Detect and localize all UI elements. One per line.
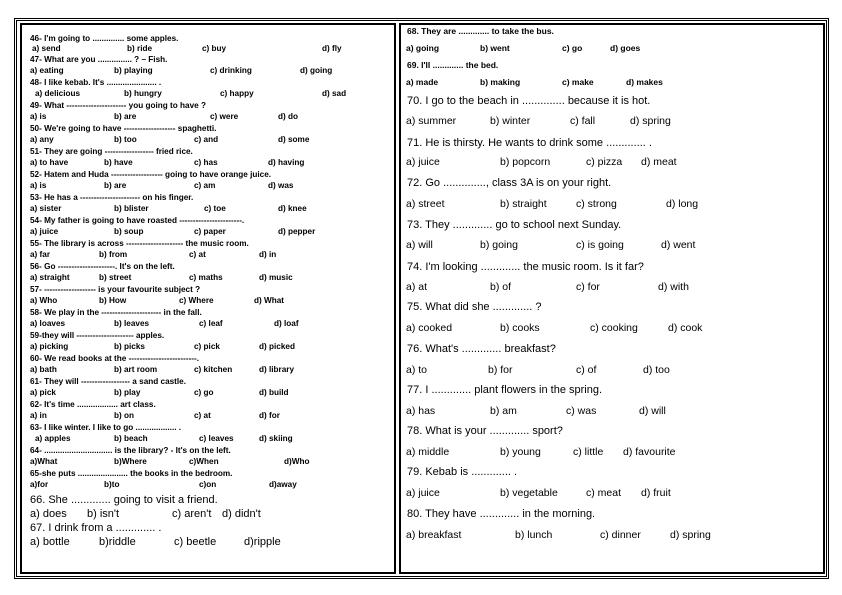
option-d[interactable]: d) was [268,181,294,190]
option-d[interactable]: d) having [268,158,305,167]
option-d[interactable]: d)away [269,480,297,489]
option-a[interactable]: a) to have [30,158,69,167]
option-c[interactable]: c) were [210,112,239,121]
option-a[interactable]: a) bottle [30,536,70,548]
option-b[interactable]: b) going [480,239,518,251]
option-a[interactable]: a) at [406,281,428,293]
option-c[interactable]: c) little [573,446,604,458]
option-c[interactable]: c) at [189,250,206,259]
option-b[interactable]: b) straight [500,198,547,210]
option-b[interactable]: b) picks [114,342,145,351]
option-b[interactable]: b) art room [114,365,158,374]
option-b[interactable]: b) are [114,112,137,121]
right-column [399,23,825,574]
option-b[interactable]: b) lunch [515,529,553,541]
option-d[interactable]: d) meat [641,156,677,168]
option-a[interactable]: a) straight [30,273,70,282]
question-text: 80. They have ............. in the morning. [407,508,596,520]
option-a[interactable]: a) going [406,43,440,53]
option-c[interactable]: c) kitchen [194,365,233,374]
option-d[interactable]: d) What [254,296,285,305]
option-b[interactable]: b) leaves [114,319,150,328]
option-b[interactable]: b) hungry [124,89,162,98]
option-c[interactable]: c) buy [202,44,227,53]
question-text: 62- It's time .................. art class. [30,400,156,409]
option-a[interactable]: a) loaves [30,319,66,328]
option-b[interactable]: b) popcorn [500,156,551,168]
option-d[interactable]: d) cook [668,322,703,334]
option-c[interactable]: c) leaf [199,319,223,328]
question-text: 60- We read books at the -------------------------. [30,354,200,363]
question-text: 47- What are you ............... ? – Fish. [30,55,168,64]
option-a[interactable]: a) will [406,239,433,251]
option-c[interactable]: c) drinking [210,66,252,75]
question-text: 79. Kebab is ............. . [407,466,518,478]
option-a[interactable]: a) has [406,405,436,417]
option-d[interactable]: d) favourite [623,446,676,458]
option-b[interactable]: b) isn't [87,508,120,520]
option-c[interactable]: c) Where [179,296,214,305]
option-c[interactable]: c) meat [586,487,622,499]
question-text: 74. I'm looking ............. the music room. Is it far? [407,261,644,273]
option-d[interactable]: d) fruit [641,487,671,499]
option-b[interactable]: b) vegetable [500,487,558,499]
option-c[interactable]: c) make [562,77,594,87]
option-c[interactable]: c) at [194,411,211,420]
option-c[interactable]: c) leaves [199,434,234,443]
option-c[interactable]: c) go [562,43,583,53]
option-d[interactable]: d) sad [322,89,347,98]
option-b[interactable]: b) of [490,281,512,293]
option-d[interactable]: d) fly [322,44,342,53]
question-text: 71. He is thirsty. He wants to drink some ............. . [407,137,652,149]
option-b[interactable]: b) have [104,158,133,167]
option-c[interactable]: c)When [189,457,219,466]
option-a[interactable]: a) juice [406,487,440,499]
option-c[interactable]: c) aren't [172,508,212,520]
option-a[interactable]: a) apples [35,434,71,443]
option-d[interactable]: d) goes [610,43,641,53]
option-b[interactable]: b) went [480,43,510,53]
option-b[interactable]: b)Where [114,457,147,466]
question-text: 68. They are ............. to take the bus. [407,26,554,36]
option-c[interactable]: c) paper [194,227,226,236]
question-text: 57- ------------------- is your favourite subject ? [30,285,201,294]
option-b[interactable]: b) cooks [500,322,540,334]
option-d[interactable]: d) knee [278,204,307,213]
option-c[interactable]: c) for [576,281,600,293]
question-text: 56- Go ---------------------. It's on the left. [30,262,175,271]
option-d[interactable]: d) in [259,250,277,259]
option-c[interactable]: c) fall [570,115,596,127]
option-c[interactable]: c) go [194,388,214,397]
question-text: 48- I like kebab. It's ...................... . [30,78,162,87]
option-d[interactable]: d) went [661,239,696,251]
option-a[interactable]: a) does [30,508,67,520]
option-a[interactable]: a) bath [30,365,57,374]
option-b[interactable]: b) blister [114,204,149,213]
option-a[interactable]: a) far [30,250,51,259]
option-d[interactable]: d)Who [284,457,310,466]
question-text: 53- He has a ---------------------- on his finger. [30,193,194,202]
worksheet [14,18,829,579]
option-c[interactable]: c) is going [576,239,624,251]
option-c[interactable]: c) pizza [586,156,623,168]
option-a[interactable]: a) juice [30,227,59,236]
option-a[interactable]: a) picking [30,342,69,351]
option-d[interactable]: d) picked [259,342,295,351]
option-b[interactable]: b) soup [114,227,144,236]
option-d[interactable]: d) some [278,135,310,144]
option-d[interactable]: d) build [259,388,289,397]
option-a[interactable]: a) delicious [35,89,81,98]
option-d[interactable]: d) pepper [278,227,316,236]
option-c[interactable]: c) cooking [590,322,638,334]
option-b[interactable]: b) winter [490,115,531,127]
option-c[interactable]: c) pick [194,342,220,351]
option-b[interactable]: b) are [104,181,127,190]
option-b[interactable]: b) How [99,296,127,305]
option-b[interactable]: b) on [114,411,135,420]
question-text: 65-she puts ...................... the books in the bedroom. [30,469,233,478]
option-c[interactable]: c) am [194,181,216,190]
option-c[interactable]: c) happy [220,89,254,98]
option-b[interactable]: b) play [114,388,141,397]
option-a[interactable]: a)for [30,480,49,489]
question-text: 69. I'll ............. the bed. [407,60,499,70]
option-d[interactable]: d) didn't [222,508,261,520]
question-text: 66. She ............. going to visit a friend. [30,494,218,506]
option-a[interactable]: a)What [30,457,58,466]
option-a[interactable]: a) is [30,181,47,190]
option-a[interactable]: a) middle [406,446,450,458]
option-b[interactable]: b) too [114,135,137,144]
question-text: 78. What is your ............. sport? [407,425,563,437]
question-text: 55- The library is across --------------------- the music room. [30,239,249,248]
option-b[interactable]: b)to [104,480,120,489]
option-a[interactable]: a) summer [406,115,457,127]
question-text: 49- What ---------------------- you going to have ? [30,101,206,110]
option-b[interactable]: b) for [488,364,513,376]
question-text: 77. I ............. plant flowers in the spring. [407,384,603,396]
option-a[interactable]: a) to [406,364,428,376]
option-a[interactable]: a) street [406,198,445,210]
option-c[interactable]: c) dinner [600,529,641,541]
left-column [20,23,396,574]
option-d[interactable]: d) with [658,281,689,293]
option-c[interactable]: c) strong [576,198,617,210]
option-d[interactable]: d) makes [626,77,663,87]
option-a[interactable]: a) cooked [406,322,453,334]
option-d[interactable]: d) skiing [259,434,293,443]
option-d[interactable]: d) do [278,112,299,121]
option-c[interactable]: c) beetle [174,536,217,548]
option-d[interactable]: d)ripple [244,536,281,548]
option-b[interactable]: b) making [480,77,521,87]
option-c[interactable]: c) has [194,158,218,167]
option-a[interactable]: a) pick [30,388,56,397]
option-a[interactable]: a) Who [30,296,58,305]
option-c[interactable]: c) maths [189,273,223,282]
question-text: 67. I drink from a ............. . [30,522,162,534]
option-d[interactable]: d) spring [670,529,711,541]
option-a[interactable]: a) eating [30,66,64,75]
option-d[interactable]: d) going [300,66,333,75]
option-c[interactable]: c) and [194,135,219,144]
question-text: 64- .............................. is the library? - It's on the left. [30,446,231,455]
option-b[interactable]: b) am [490,405,517,417]
option-a[interactable]: a) juice [406,156,440,168]
question-text: 46- I'm going to .............. some apples. [30,34,179,43]
option-d[interactable]: d) for [259,411,280,420]
question-text: 54- My father is going to have roasted -----------------------. [30,216,245,225]
option-a[interactable]: a) is [30,112,47,121]
option-b[interactable]: b) playing [114,66,153,75]
option-c[interactable]: c) of [576,364,597,376]
option-a[interactable]: a) sister [30,204,62,213]
option-a[interactable]: a) in [30,411,47,420]
question-text: 75. What did she ............. ? [407,301,542,313]
option-b[interactable]: b)riddle [99,536,136,548]
question-text: 76. What's ............. breakfast? [407,343,556,355]
option-c[interactable]: c) was [566,405,597,417]
question-text: 73. They ............. go to school next Sunday. [407,219,622,231]
option-a[interactable]: a) made [406,77,439,87]
question-text: 63- I like winter. I like to go .................. . [30,423,182,432]
option-d[interactable]: d) music [259,273,293,282]
option-b[interactable]: b) beach [114,434,148,443]
question-text: 59-they will --------------------- apples. [30,331,165,340]
option-a[interactable]: a) any [30,135,54,144]
option-d[interactable]: d) loaf [274,319,299,328]
question-text: 52- Hatem and Huda ------------------- going to have orange juice. [30,170,272,179]
option-a[interactable]: a) breakfast [406,529,462,541]
option-d[interactable]: d) spring [630,115,671,127]
option-b[interactable]: b) ride [127,44,153,53]
question-text: 58- We play in the ---------------------- in the fall. [30,308,202,317]
option-d[interactable]: d) library [259,365,295,374]
option-b[interactable]: b) street [99,273,132,282]
option-d[interactable]: d) will [639,405,666,417]
option-a[interactable]: a) send [32,44,61,53]
option-d[interactable]: d) too [643,364,670,376]
option-b[interactable]: b) from [99,250,128,259]
option-b[interactable]: b) young [500,446,541,458]
question-text: 51- They are going ------------------ fried rice. [30,147,193,156]
question-text: 72. Go .............., class 3A is on your right. [407,177,612,189]
option-d[interactable]: d) long [666,198,699,210]
option-c[interactable]: c) toe [204,204,226,213]
option-c[interactable]: c)on [199,480,217,489]
question-text: 61- They will ------------------ a sand castle. [30,377,187,386]
question-text: 70. I go to the beach in .............. because it is hot. [407,95,651,107]
question-text: 50- We're going to have ------------------- spaghetti. [30,124,217,133]
